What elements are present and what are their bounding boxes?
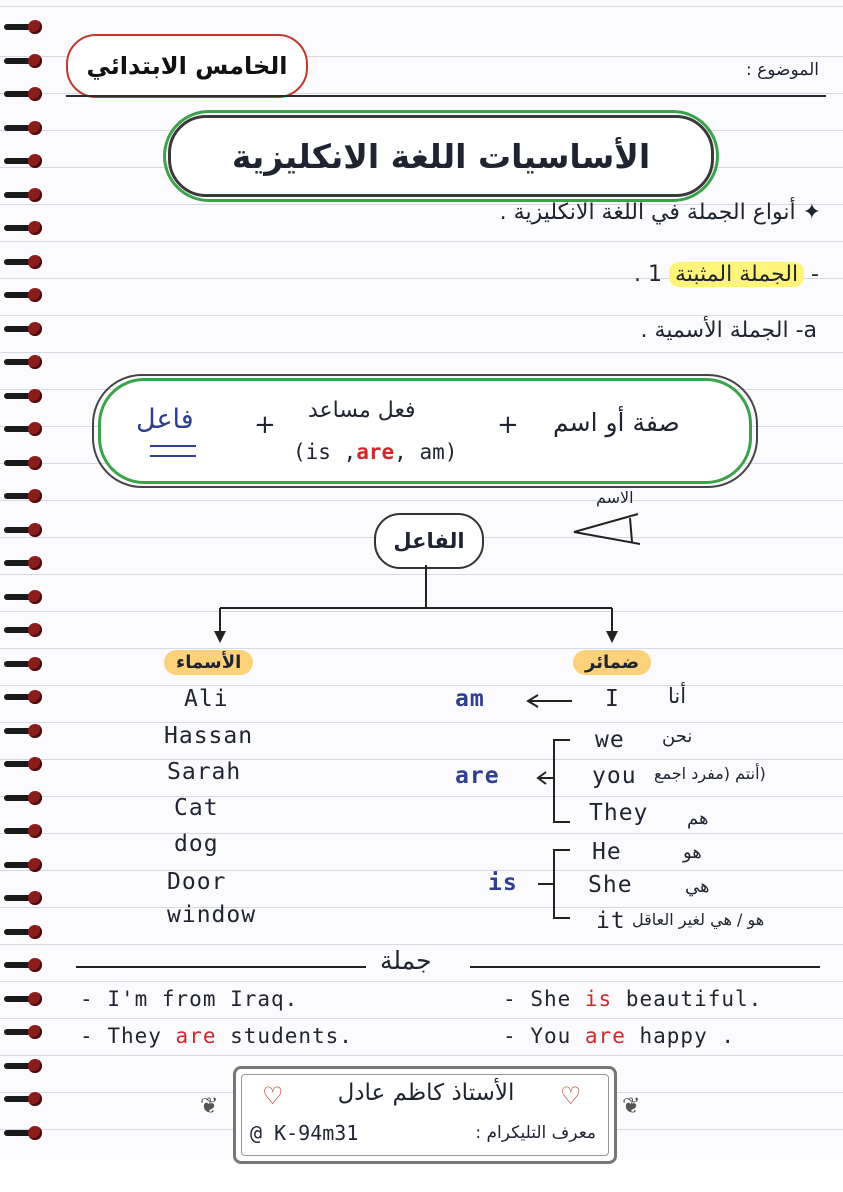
noun-item: Hassan bbox=[164, 723, 254, 749]
binding-ring bbox=[4, 757, 44, 771]
spiral-binding bbox=[0, 0, 50, 1160]
sentence-subject: They bbox=[107, 1024, 162, 1048]
formula-plus-2: + bbox=[254, 410, 276, 440]
binding-ring bbox=[4, 1126, 44, 1140]
annotation-arrow bbox=[560, 500, 650, 550]
types-heading-line bbox=[500, 200, 821, 225]
heart-icon: ♡ bbox=[560, 1082, 582, 1110]
pronoun-ar: هو / هي لغير العاقل bbox=[632, 910, 765, 929]
binding-ring bbox=[4, 590, 44, 604]
telegram-line bbox=[250, 1121, 596, 1145]
sentence-right-1 bbox=[503, 987, 762, 1011]
binding-ring bbox=[4, 288, 44, 302]
grade-label: الخامس الابتدائي bbox=[86, 52, 288, 80]
item-1-prefix: 1 - bbox=[648, 262, 819, 287]
sentence-dash: - bbox=[503, 1024, 517, 1048]
binding-ring bbox=[4, 657, 44, 671]
binding-ring bbox=[4, 121, 44, 135]
pronoun-ar: هم bbox=[687, 808, 709, 829]
formula-aux-verb: فعل مساعد bbox=[308, 398, 416, 423]
formula-aux-list bbox=[293, 440, 457, 464]
pronoun-ar: هي bbox=[685, 876, 710, 897]
binding-ring bbox=[4, 1092, 44, 1106]
heart-icon: ♡ bbox=[262, 1082, 284, 1110]
sentences-rule-left bbox=[76, 966, 366, 968]
verb-am: am bbox=[455, 686, 485, 712]
formula-subject: فاعل bbox=[136, 404, 194, 435]
tree-connectors bbox=[200, 565, 640, 655]
page-title-box bbox=[168, 115, 714, 197]
binding-ring bbox=[4, 992, 44, 1006]
noun-item: Cat bbox=[174, 795, 219, 821]
formula-adjective-noun: صفة أو اسم bbox=[553, 408, 680, 437]
grade-badge bbox=[66, 34, 308, 98]
noun-item: Door bbox=[167, 869, 227, 895]
flourish-icon: ❦ bbox=[622, 1094, 641, 1119]
sentences-heading: جملة bbox=[380, 946, 432, 975]
binding-ring bbox=[4, 221, 44, 235]
sentence-dash: - bbox=[80, 1024, 94, 1048]
pronouns-pill: ضمائر bbox=[573, 650, 651, 675]
nouns-label bbox=[164, 652, 253, 673]
sentence-left-1 bbox=[80, 987, 298, 1011]
sentence-subject: She bbox=[530, 987, 572, 1011]
pronoun-ar: (أنتم (مفرد اجمع bbox=[654, 764, 766, 783]
subject-cloud bbox=[374, 513, 484, 569]
subject-underline bbox=[150, 445, 196, 457]
binding-ring bbox=[4, 255, 44, 269]
aux-open: (is , bbox=[293, 440, 357, 464]
flourish-icon: ❦ bbox=[200, 1094, 219, 1119]
binding-ring bbox=[4, 690, 44, 704]
binding-ring bbox=[4, 355, 44, 369]
pronoun-en: I bbox=[605, 686, 620, 712]
noun-annotation: الاسم bbox=[596, 488, 634, 507]
pronoun-ar: أنا bbox=[668, 684, 687, 708]
pronoun-en: you bbox=[592, 763, 637, 789]
item-1-dot: . bbox=[634, 262, 641, 287]
topic-label: الموضوع : bbox=[745, 60, 819, 80]
binding-ring bbox=[4, 456, 44, 470]
binding-ring bbox=[4, 958, 44, 972]
sentence-verb: are bbox=[175, 1024, 217, 1048]
types-heading: أنواع الجملة في اللغة الانكليزية . bbox=[499, 200, 796, 225]
sentence-left-2 bbox=[80, 1024, 353, 1048]
teacher-name: الأستاذ كاظم عادل bbox=[337, 1080, 515, 1106]
pronoun-ar: نحن bbox=[662, 726, 693, 747]
verb-are: are bbox=[455, 763, 500, 789]
binding-ring bbox=[4, 188, 44, 202]
nouns-pill: الأسماء bbox=[164, 650, 253, 675]
page-title: الأساسيات اللغة الانكليزية bbox=[231, 136, 651, 176]
sentence-rest: happy . bbox=[639, 1024, 736, 1048]
binding-ring bbox=[4, 858, 44, 872]
noun-item: dog bbox=[174, 831, 219, 857]
sentence-subject: You bbox=[530, 1024, 572, 1048]
binding-ring bbox=[4, 489, 44, 503]
pronouns-label bbox=[573, 652, 651, 673]
formula-plus-1: + bbox=[497, 410, 519, 440]
binding-ring bbox=[4, 422, 44, 436]
telegram-label: معرف التليكرام : bbox=[475, 1123, 596, 1143]
verb-is: is bbox=[488, 870, 518, 896]
binding-ring bbox=[4, 791, 44, 805]
aux-are: are bbox=[356, 440, 395, 464]
noun-item: window bbox=[167, 902, 257, 928]
pronoun-en: He bbox=[592, 839, 622, 865]
sentence-rest: students. bbox=[230, 1024, 353, 1048]
binding-ring bbox=[4, 20, 44, 34]
binding-ring bbox=[4, 556, 44, 570]
binding-ring bbox=[4, 623, 44, 637]
header-divider bbox=[66, 95, 826, 97]
binding-ring bbox=[4, 322, 44, 336]
binding-ring bbox=[4, 1059, 44, 1073]
binding-ring bbox=[4, 891, 44, 905]
pronoun-en: we bbox=[595, 727, 625, 753]
noun-item: Ali bbox=[184, 686, 229, 712]
sentence-verb: is bbox=[584, 987, 613, 1011]
binding-ring bbox=[4, 87, 44, 101]
binding-ring bbox=[4, 925, 44, 939]
binding-ring bbox=[4, 389, 44, 403]
telegram-id[interactable]: @ K-94m31 bbox=[250, 1121, 359, 1145]
binding-ring bbox=[4, 724, 44, 738]
sentences-rule-right bbox=[470, 966, 820, 968]
sentence-right-2 bbox=[503, 1024, 735, 1048]
binding-ring bbox=[4, 523, 44, 537]
item-1-text: الجملة المثبتة bbox=[669, 262, 804, 287]
binding-ring bbox=[4, 54, 44, 68]
sentence-rest: beautiful. bbox=[625, 987, 763, 1011]
sentence-verb: are bbox=[584, 1024, 626, 1048]
pronoun-brackets bbox=[510, 680, 590, 930]
pronoun-en: it bbox=[596, 908, 626, 934]
binding-ring bbox=[4, 824, 44, 838]
pronoun-en: She bbox=[588, 872, 633, 898]
binding-ring bbox=[4, 154, 44, 168]
aux-close: , am) bbox=[394, 440, 458, 464]
pronoun-en: They bbox=[589, 800, 649, 826]
star-icon: ✦ bbox=[802, 200, 821, 225]
pronoun-ar: هو bbox=[683, 842, 702, 863]
tree-root: الفاعل bbox=[393, 529, 465, 553]
item-a-line: a- الجملة الأسمية . bbox=[640, 318, 817, 343]
sentence-dash: - bbox=[503, 987, 517, 1011]
sentence-text: I'm from Iraq. bbox=[107, 987, 299, 1011]
noun-item: Sarah bbox=[167, 759, 242, 785]
binding-ring bbox=[4, 1025, 44, 1039]
item-1-line bbox=[634, 262, 819, 287]
sentence-dash: - bbox=[80, 987, 94, 1011]
